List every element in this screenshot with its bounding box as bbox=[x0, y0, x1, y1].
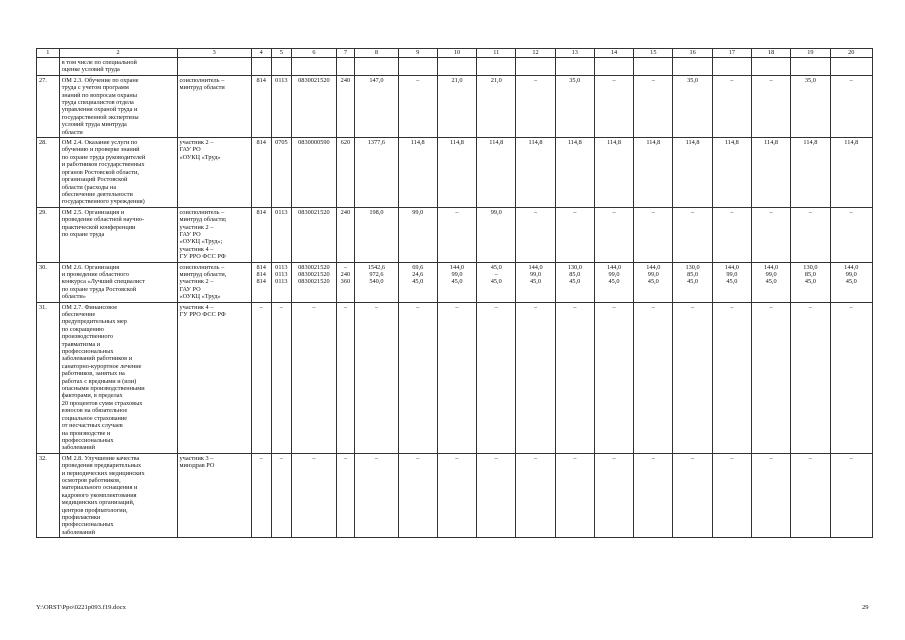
cell-value: – bbox=[691, 303, 695, 311]
amount-cell bbox=[594, 138, 633, 208]
amount-cell bbox=[712, 138, 751, 208]
executor: участник 4 – ГУ РРО ФСС РФ bbox=[177, 302, 251, 453]
amount-cell bbox=[791, 262, 830, 302]
footer-file-path: Y:\ORST\Ppo\0221p093.f19.docx bbox=[36, 604, 126, 611]
cell-value: 99,0 bbox=[845, 270, 857, 278]
cell-value: – bbox=[573, 454, 577, 462]
amount-cell bbox=[673, 207, 712, 262]
cell-value: 130,0 bbox=[803, 263, 818, 271]
amount-cell bbox=[437, 302, 476, 453]
amount-cell bbox=[437, 75, 476, 137]
cell-value: – bbox=[416, 454, 420, 462]
code-c4 bbox=[251, 262, 271, 302]
cell-value: – bbox=[343, 303, 347, 311]
cell-value: 814 bbox=[256, 270, 266, 278]
cell-value: – bbox=[808, 454, 812, 462]
cell-value: – bbox=[312, 454, 316, 462]
cell-value: 99,0 bbox=[530, 270, 542, 278]
amount-cell bbox=[398, 302, 437, 453]
cell-value: 620 bbox=[340, 139, 351, 147]
cell-value: 0113 bbox=[275, 208, 288, 216]
cell-value: 240 bbox=[340, 208, 351, 216]
cell-value: – bbox=[849, 76, 853, 84]
cell-value: 45,0 bbox=[412, 278, 424, 286]
cell-value: 99,0 bbox=[490, 208, 502, 216]
table-row bbox=[37, 207, 873, 262]
cell-value: 0830000590 bbox=[298, 139, 330, 147]
amount-cell bbox=[477, 207, 516, 262]
cell-value: – bbox=[612, 454, 616, 462]
amount-cell bbox=[594, 207, 633, 262]
header-cell: 10 bbox=[437, 49, 476, 58]
measure-name: ОМ 2.7. Финансовое обеспечение предупредительных мер по сокращению производственного травматизма и профессиональных заболеваний работников и санаторно-курортное лечение работников, занятых на работах с вредными и (или) опасными производственными факторами, в пределах 20 процентов сумм страховых взносов на обязательное социальное страхование от несчастных случаев на производстве и профессиональных заболеваний bbox=[59, 302, 177, 453]
cell-value: 35,0 bbox=[687, 76, 699, 84]
row-number: 27. bbox=[37, 75, 60, 137]
cell-value: 99,0 bbox=[647, 270, 659, 278]
amount-cell bbox=[594, 302, 633, 453]
amount-cell bbox=[355, 138, 398, 208]
cell-value: 0113 bbox=[275, 263, 288, 271]
amount-cell bbox=[673, 138, 712, 208]
header-cell: 8 bbox=[355, 49, 398, 58]
amount-cell bbox=[673, 75, 712, 137]
cell-value: – bbox=[808, 208, 812, 216]
cell-value: 35,0 bbox=[569, 76, 581, 84]
cell-value: 0113 bbox=[275, 278, 288, 286]
amount-cell bbox=[355, 75, 398, 137]
measure-name: ОМ 2.8. Улучшение качества проведения предварительных и периодических медицинских осмотров работников, материального оснащения и кадрового укомплектования медицинских организаций, центров профпатологии, профилактики профессиональных заболеваний bbox=[59, 453, 177, 537]
cell-value: 99,0 bbox=[608, 270, 620, 278]
cell-value: – bbox=[259, 454, 263, 462]
header-cell: 2 bbox=[59, 49, 177, 58]
header-cell: 4 bbox=[251, 49, 271, 58]
measure-name: ОМ 2.6. Организация и проведение областного конкурса «Лучший специалист по охране труда Ростовской области» bbox=[59, 262, 177, 302]
cell-value: – bbox=[691, 454, 695, 462]
amount-cell bbox=[791, 75, 830, 137]
amount-cell bbox=[555, 75, 594, 137]
amount-cell bbox=[437, 453, 476, 537]
amount-cell bbox=[477, 453, 516, 537]
code-c6 bbox=[292, 453, 336, 537]
code-c6 bbox=[292, 302, 336, 453]
amount-cell bbox=[398, 138, 437, 208]
amount-cell bbox=[355, 262, 398, 302]
cell-value: 114,8 bbox=[803, 139, 818, 147]
row-number: 32. bbox=[37, 453, 60, 537]
cell-value: 45,0 bbox=[687, 278, 699, 286]
amount-cell bbox=[398, 207, 437, 262]
amount-cell bbox=[516, 262, 555, 302]
cell-value: 130,0 bbox=[685, 263, 700, 271]
continuation-text: в том числе по специальной оценке условий труда bbox=[59, 58, 177, 76]
cell-value: 45,0 bbox=[647, 278, 659, 286]
amount-cell bbox=[594, 453, 633, 537]
cell-value: – bbox=[494, 270, 498, 278]
cell-value: – bbox=[533, 208, 538, 216]
cell-value: 114,8 bbox=[764, 139, 779, 147]
cell-value: – bbox=[849, 303, 853, 311]
cell-value: 814 bbox=[256, 76, 266, 84]
amount-cell bbox=[398, 262, 437, 302]
cell-value: 1542,6 bbox=[367, 263, 386, 271]
cell-value: 45,0 bbox=[608, 278, 620, 286]
amount-cell bbox=[477, 262, 516, 302]
cell-value: – bbox=[730, 208, 734, 216]
cell-value: – bbox=[416, 76, 420, 84]
amount-cell bbox=[751, 262, 790, 302]
cell-value: 144,0 bbox=[764, 263, 779, 271]
cell-value: – bbox=[573, 303, 577, 311]
amount-cell bbox=[355, 453, 398, 537]
amount-cell bbox=[555, 138, 594, 208]
table-row bbox=[37, 138, 873, 208]
executor: соисполнитель – минтруд области; участник 2 – ГАУ РО «ОУКЦ «Труд»; участник 4 – ГУ РРО ФСС РФ bbox=[177, 207, 251, 262]
cell-value: 1377,6 bbox=[367, 139, 386, 147]
amount-cell bbox=[791, 138, 830, 208]
cell-value: – bbox=[769, 76, 773, 84]
cell-value: 85,0 bbox=[569, 270, 581, 278]
cell-value: 814 bbox=[256, 208, 266, 216]
table-row bbox=[37, 302, 873, 453]
cell-value: – bbox=[612, 208, 616, 216]
amount-cell bbox=[634, 302, 673, 453]
program-table bbox=[36, 48, 873, 538]
amount-cell bbox=[355, 302, 398, 453]
amount-cell bbox=[712, 207, 751, 262]
header-cell: 11 bbox=[477, 49, 516, 58]
amount-cell bbox=[516, 138, 555, 208]
amount-cell bbox=[594, 75, 633, 137]
header-cell: 14 bbox=[594, 49, 633, 58]
cell-value: 21,0 bbox=[490, 76, 502, 84]
code-c4 bbox=[251, 302, 271, 453]
cell-value: – bbox=[651, 208, 655, 216]
amount-cell bbox=[398, 453, 437, 537]
amount-cell bbox=[712, 262, 751, 302]
header-cell: 13 bbox=[555, 49, 594, 58]
table-row bbox=[37, 75, 873, 137]
amount-cell bbox=[830, 262, 872, 302]
header-cell: 1 bbox=[37, 49, 60, 58]
amount-cell bbox=[830, 207, 872, 262]
cell-value: – bbox=[612, 76, 616, 84]
amount-cell bbox=[555, 262, 594, 302]
cell-value: 69,6 bbox=[412, 263, 424, 271]
code-c5 bbox=[271, 262, 292, 302]
continuation-row bbox=[37, 58, 873, 76]
cell-value: 240 bbox=[340, 270, 351, 278]
cell-value: 45,0 bbox=[804, 278, 816, 286]
code-c7 bbox=[336, 302, 355, 453]
amount-cell bbox=[751, 302, 790, 453]
header-cell: 16 bbox=[673, 49, 712, 58]
header-cell: 5 bbox=[271, 49, 292, 58]
cell-value: 24,6 bbox=[412, 270, 424, 278]
cell-value: 0113 bbox=[275, 76, 288, 84]
cell-value: – bbox=[769, 208, 773, 216]
cell-value: 114,8 bbox=[607, 139, 622, 147]
cell-value: 99,0 bbox=[726, 270, 738, 278]
amount-cell bbox=[751, 453, 790, 537]
code-c7 bbox=[336, 207, 355, 262]
amount-cell bbox=[634, 138, 673, 208]
footer-page-number: 29 bbox=[862, 604, 869, 611]
header-cell: 12 bbox=[516, 49, 555, 58]
amount-cell bbox=[751, 138, 790, 208]
cell-value: – bbox=[849, 454, 853, 462]
cell-value: 21,0 bbox=[451, 76, 463, 84]
cell-value: 114,8 bbox=[450, 139, 464, 147]
amount-cell bbox=[830, 138, 872, 208]
amount-cell bbox=[634, 262, 673, 302]
amount-cell bbox=[477, 75, 516, 137]
cell-value: 147,0 bbox=[369, 76, 384, 84]
amount-cell bbox=[437, 207, 476, 262]
cell-value: 144,0 bbox=[724, 263, 739, 271]
code-c4 bbox=[251, 453, 271, 537]
executor: соисполнитель – минтруд области bbox=[177, 75, 251, 137]
code-c6 bbox=[292, 138, 336, 208]
amount-cell bbox=[516, 302, 555, 453]
code-c5 bbox=[271, 207, 292, 262]
row-number: 31. bbox=[37, 302, 60, 453]
amount-cell bbox=[712, 75, 751, 137]
cell-value: 360 bbox=[340, 278, 351, 286]
cell-value: 114,8 bbox=[567, 139, 582, 147]
amount-cell bbox=[594, 262, 633, 302]
amount-cell bbox=[516, 207, 555, 262]
header-cell: 17 bbox=[712, 49, 751, 58]
cell-value: – bbox=[533, 303, 538, 311]
amount-cell bbox=[673, 453, 712, 537]
cell-value: 144,0 bbox=[528, 263, 543, 271]
amount-cell bbox=[477, 302, 516, 453]
code-c7 bbox=[336, 453, 355, 537]
amount-cell bbox=[516, 453, 555, 537]
code-c5 bbox=[271, 302, 292, 453]
amount-cell bbox=[634, 453, 673, 537]
cell-value: 45,0 bbox=[845, 278, 857, 286]
cell-value: – bbox=[455, 303, 459, 311]
measure-name: ОМ 2.5. Организация и проведение областной научно- практической конференции по охране труда bbox=[59, 207, 177, 262]
cell-value: 45,0 bbox=[726, 278, 738, 286]
cell-value: 0830021520 bbox=[298, 263, 330, 271]
header-cell: 18 bbox=[751, 49, 790, 58]
amount-cell bbox=[791, 453, 830, 537]
table-row bbox=[37, 453, 873, 537]
cell-value: – bbox=[279, 303, 283, 311]
cell-value: – bbox=[312, 303, 316, 311]
amount-cell bbox=[398, 75, 437, 137]
cell-value: – bbox=[769, 454, 773, 462]
header-cell: 15 bbox=[634, 49, 673, 58]
cell-value: 35,0 bbox=[804, 76, 816, 84]
cell-value: – bbox=[651, 454, 655, 462]
code-c5 bbox=[271, 75, 292, 137]
cell-value: – bbox=[259, 303, 263, 311]
cell-value: 144,0 bbox=[606, 263, 622, 271]
amount-cell bbox=[555, 207, 594, 262]
amount-cell bbox=[712, 302, 751, 453]
code-c6 bbox=[292, 75, 336, 137]
cell-value: – bbox=[416, 303, 420, 311]
code-c6 bbox=[292, 262, 336, 302]
executor: участник 2 – ГАУ РО «ОУКЦ «Труд» bbox=[177, 138, 251, 208]
cell-value: – bbox=[808, 303, 812, 311]
cell-value: 45,0 bbox=[530, 278, 542, 286]
cell-value: 114,8 bbox=[685, 139, 700, 147]
amount-cell bbox=[516, 75, 555, 137]
header-cell: 6 bbox=[292, 49, 336, 58]
cell-value: 114,8 bbox=[646, 139, 661, 147]
amount-cell bbox=[791, 207, 830, 262]
cell-value: 198,0 bbox=[369, 208, 384, 216]
amount-cell bbox=[673, 262, 712, 302]
header-cell: 19 bbox=[791, 49, 830, 58]
cell-value: – bbox=[691, 208, 695, 216]
amount-cell bbox=[712, 453, 751, 537]
cell-value: – bbox=[455, 208, 459, 216]
cell-value: 85,0 bbox=[687, 270, 699, 278]
amount-cell bbox=[791, 302, 830, 453]
cell-value: 0113 bbox=[275, 270, 288, 278]
table-row bbox=[37, 262, 873, 302]
amount-cell bbox=[555, 453, 594, 537]
cell-value: – bbox=[573, 208, 577, 216]
cell-value: – bbox=[374, 454, 378, 462]
cell-value: – bbox=[730, 454, 734, 462]
cell-value: 99,0 bbox=[412, 208, 424, 216]
code-c4 bbox=[251, 75, 271, 137]
cell-value: – bbox=[374, 303, 378, 311]
amount-cell bbox=[830, 75, 872, 137]
executor: участник 3 – минздрав РО bbox=[177, 453, 251, 537]
measure-name: ОМ 2.4. Оказание услуги по обучению и проверке знаний по охране труда руководителей и работников государственных органов Ростовской области, организаций Ростовской области (расходы на обеспечение деятельности государственного учреждения) bbox=[59, 138, 177, 208]
header-cell: 20 bbox=[830, 49, 872, 58]
cell-value: 814 bbox=[256, 278, 266, 286]
code-c7 bbox=[336, 138, 355, 208]
cell-value: – bbox=[849, 208, 853, 216]
cell-value: 45,0 bbox=[451, 278, 463, 286]
cell-value: 45,0 bbox=[490, 263, 502, 271]
cell-value: – bbox=[343, 454, 347, 462]
cell-value: 114,8 bbox=[528, 139, 543, 147]
cell-value: – bbox=[494, 454, 498, 462]
cell-value: 0830021520 bbox=[298, 76, 330, 84]
row-number: 30. bbox=[37, 262, 60, 302]
cell-value: 130,0 bbox=[567, 263, 582, 271]
code-c5 bbox=[271, 138, 292, 208]
cell-value: 45,0 bbox=[490, 278, 502, 286]
header-cell: 3 bbox=[177, 49, 251, 58]
cell-value: – bbox=[494, 303, 498, 311]
cell-value: 814 bbox=[256, 139, 266, 147]
amount-cell bbox=[830, 302, 872, 453]
cell-value: – bbox=[279, 454, 283, 462]
amount-cell bbox=[751, 75, 790, 137]
header-row bbox=[37, 49, 873, 58]
code-c4 bbox=[251, 207, 271, 262]
cell-value: 144,0 bbox=[844, 263, 859, 271]
amount-cell bbox=[751, 207, 790, 262]
cell-value: 540,0 bbox=[369, 278, 384, 286]
cell-value: – bbox=[533, 454, 538, 462]
code-c4 bbox=[251, 138, 271, 208]
cell-value: 85,0 bbox=[804, 270, 816, 278]
cell-value: 45,0 bbox=[765, 278, 777, 286]
cell-value: 814 bbox=[256, 263, 266, 271]
cell-value: 0830021520 bbox=[298, 270, 330, 278]
cell-value: – bbox=[651, 303, 655, 311]
cell-value: 45,0 bbox=[569, 278, 581, 286]
header-cell: 7 bbox=[336, 49, 355, 58]
amount-cell bbox=[634, 75, 673, 137]
code-c5 bbox=[271, 453, 292, 537]
header-cell: 9 bbox=[398, 49, 437, 58]
cell-value: 972,6 bbox=[369, 270, 384, 278]
cell-value: 0830021520 bbox=[298, 208, 330, 216]
document-sheet bbox=[36, 48, 873, 538]
row-number: 28. bbox=[37, 138, 60, 208]
cell-value: – bbox=[730, 76, 734, 84]
cell-value: – bbox=[769, 303, 773, 311]
cell-value: 240 bbox=[340, 76, 351, 84]
cell-value: – bbox=[343, 263, 347, 271]
row-number: 29. bbox=[37, 207, 60, 262]
executor: соисполнитель – минтруд области, участник 2 – ГАУ РО «ОУКЦ «Труд» bbox=[177, 262, 251, 302]
cell-value: – bbox=[612, 303, 616, 311]
cell-value: 144,0 bbox=[646, 263, 661, 271]
cell-value: 144,0 bbox=[449, 263, 465, 271]
cell-value: 0830021520 bbox=[298, 278, 330, 286]
cell-value: 114,8 bbox=[489, 139, 504, 147]
cell-value: 114,8 bbox=[410, 139, 425, 147]
cell-value: 114,8 bbox=[724, 139, 739, 147]
measure-name: ОМ 2.3. Обучение по охране труда с учетом программ знаний по вопросам охраны труда специалистов отдела управления охраной труда и государственной экспертизы условий труда минтруда области bbox=[59, 75, 177, 137]
code-c7 bbox=[336, 262, 355, 302]
code-c7 bbox=[336, 75, 355, 137]
cell-value: – bbox=[455, 454, 459, 462]
cell-value: 99,0 bbox=[765, 270, 777, 278]
amount-cell bbox=[477, 138, 516, 208]
cell-value: 0705 bbox=[275, 139, 288, 147]
amount-cell bbox=[673, 302, 712, 453]
amount-cell bbox=[355, 207, 398, 262]
amount-cell bbox=[555, 302, 594, 453]
amount-cell bbox=[830, 453, 872, 537]
amount-cell bbox=[634, 207, 673, 262]
amount-cell bbox=[437, 138, 476, 208]
code-c6 bbox=[292, 207, 336, 262]
cell-value: 99,0 bbox=[451, 270, 463, 278]
amount-cell bbox=[437, 262, 476, 302]
cell-value: 114,8 bbox=[844, 139, 859, 147]
cell-value: – bbox=[533, 76, 538, 84]
cell-value: – bbox=[651, 76, 655, 84]
cell-value: – bbox=[730, 303, 734, 311]
